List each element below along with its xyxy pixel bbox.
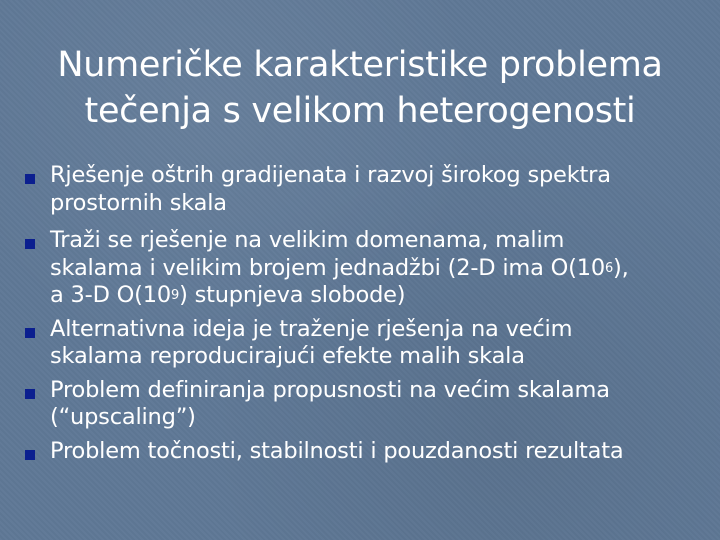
bullet-item-1 [22, 162, 712, 217]
bullet-line-segment: ) stupnjeva slobode) [179, 282, 406, 308]
bullet-line [50, 255, 712, 283]
bullet-text [50, 377, 712, 432]
bullet-line: skalama reproducirajući efekte malih skala [50, 343, 525, 369]
bullet-line: Rješenje oštrih gradijenata i razvoj širokog spektra [50, 162, 611, 188]
bullet-item-5 [22, 438, 712, 466]
bullet-item-3 [22, 316, 712, 371]
bullet-text [50, 316, 712, 371]
bullet-square-icon [25, 328, 35, 338]
bullet-text [50, 162, 712, 217]
bullet-list [22, 162, 712, 465]
bullet-line [50, 282, 712, 310]
exponent: 6 [604, 260, 614, 276]
bullet-text [50, 227, 712, 310]
bullet-line: Problem definiranja propusnosti na većim skalama [50, 376, 610, 403]
bullet-line-segment: skalama i velikim brojem jednadžbi (2-D ima O(10 [50, 254, 605, 281]
bullet-square-icon [25, 450, 35, 460]
bullet-square-icon [25, 174, 35, 184]
exponent: 9 [170, 288, 180, 303]
bullet-item-2 [22, 227, 712, 310]
bullet-square-icon [25, 389, 35, 399]
bullet-line: Traži se rješenje na velikim domenama, malim [50, 227, 565, 253]
bullet-line: prostornih skala [50, 189, 227, 216]
bullet-line: Alternativna ideja je traženje rješenja na većim [50, 315, 573, 342]
bullet-item-4 [22, 377, 712, 432]
slide-title [20, 42, 700, 134]
bullet-square-icon [25, 239, 35, 249]
bullet-line-segment: ), [613, 254, 629, 281]
bullet-text [50, 438, 712, 466]
bullet-line: Problem točnosti, stabilnosti i pouzdanosti rezultata [50, 437, 624, 464]
slide-title-line-2: tečenja s velikom heterogenosti [84, 91, 636, 131]
slide-title-line-1: Numeričke karakteristike problema [57, 45, 663, 85]
bullet-line: (“upscaling”) [50, 404, 196, 430]
bullet-line-segment: a 3-D O(10 [50, 282, 171, 308]
